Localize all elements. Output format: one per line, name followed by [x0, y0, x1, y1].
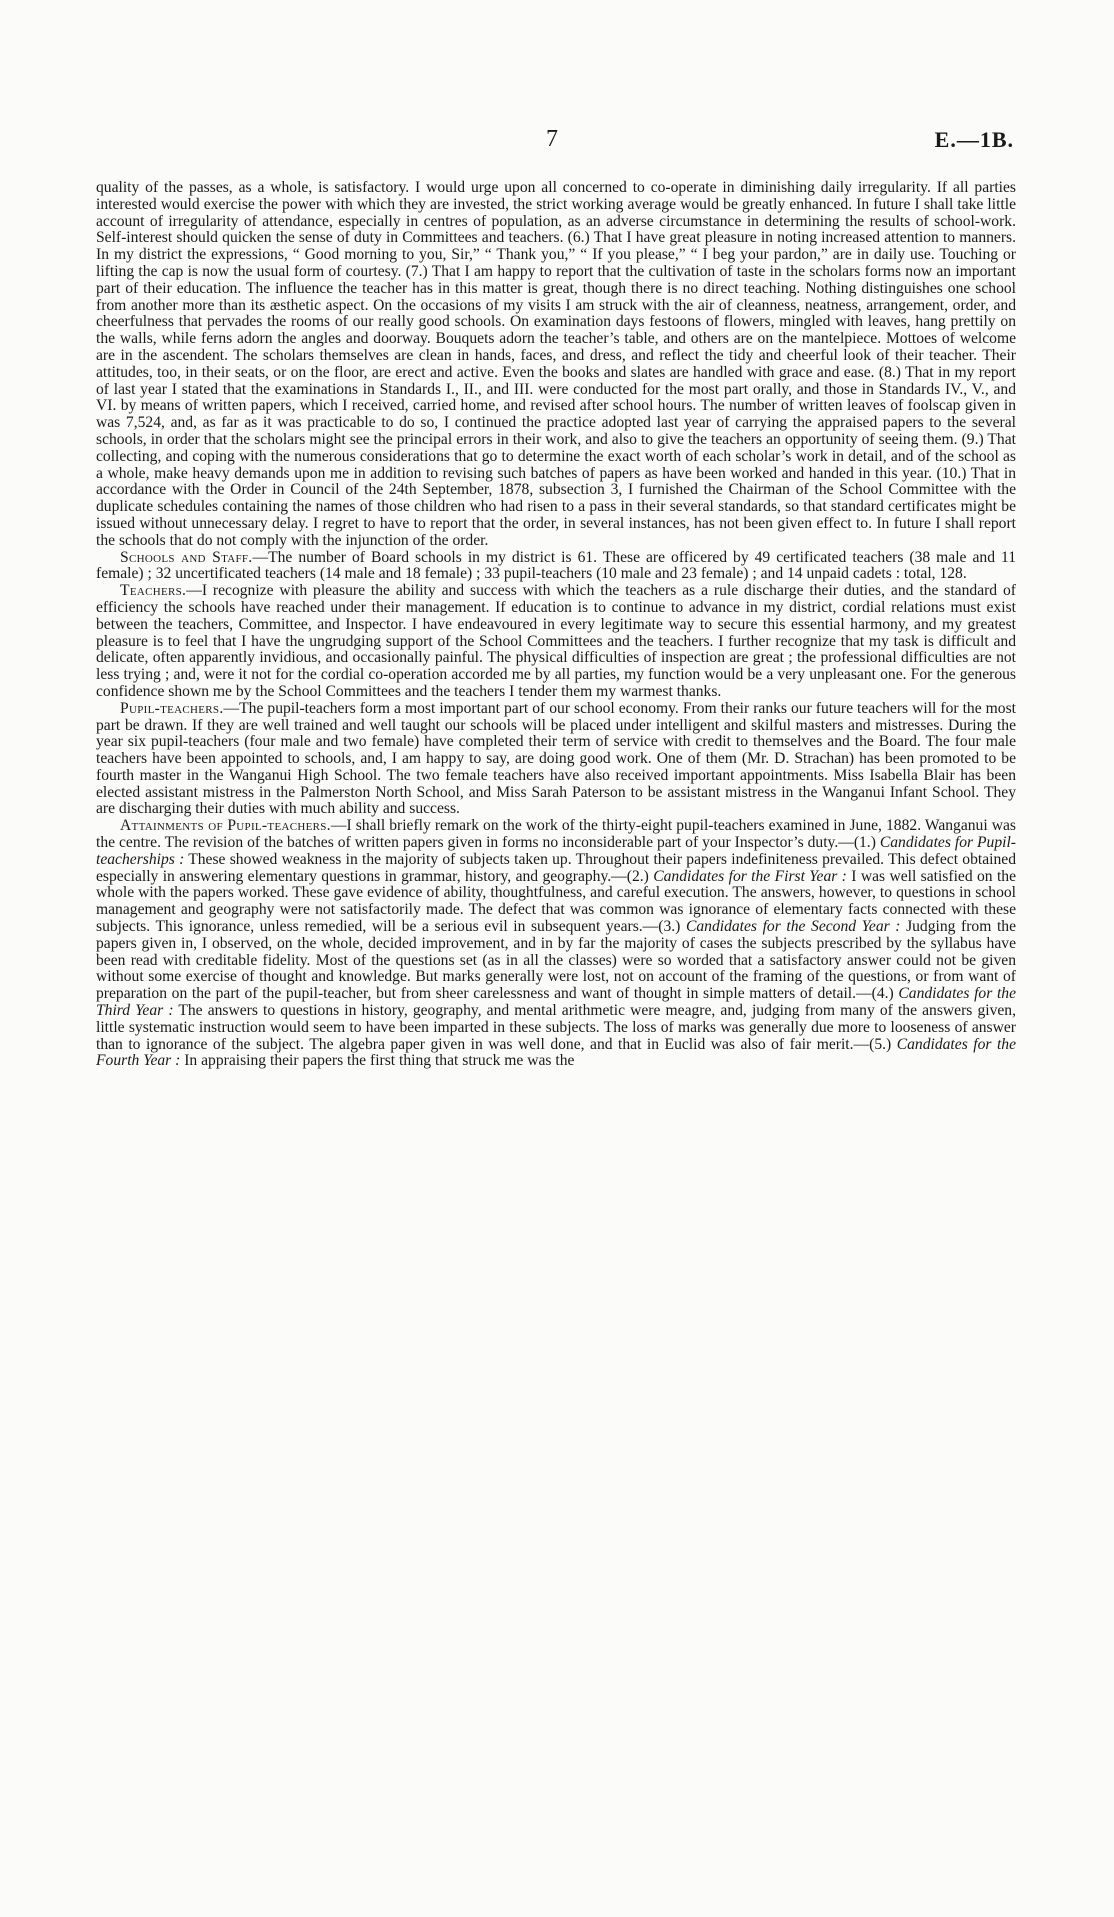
- paragraph-attainments: [96, 818, 1016, 1070]
- paragraph-text: —I recognize with pleasure the ability and success with which the teachers as a rule discharge their duties, and the standard of efficiency the schools have reached under their management. If education is to continue to advance in my district, cordial relations must exist between the teachers, Committee, and Inspector. I have endeavoured in every legitimate way to secure this essential harmony, and my greatest pleasure is to feel that I have the ungrudging support of the School Committees and the teachers. I further recognize that my task is difficult and delicate, often apparently invidious, and occasionally painful. The physical difficulties of inspection are great ; the professional difficulties are not less trying ; and, were it not for the cordial co-operation accorded me by all parties, my function would be a very unpleasant one. For the generous confidence shown me by the School Committees and the teachers I tender them my warmest thanks.: [96, 582, 1016, 700]
- paragraph-text-segment: The answers to questions in history, geography, and mental arithmetic were meagre, and, judging from many of the answers given, little systematic instruction would seem to have been imparted in these subjects. The loss of marks was generally due more to looseness of answer than to ignorance of the subject. The algebra paper given in was well done, and that in Euclid was also of fair merit.—(5.): [96, 1002, 1016, 1053]
- paragraph-text: quality of the passes, as a whole, is satisfactory. I would urge upon all concerned to co-operate in diminishing daily irregularity. If all parties interested would exercise the power with which they are invested, the strict working average would be greatly enhanced. In future I shall take little account of irregularity of attendance, especially in centres of population, as an adverse circumstance in determining the results of school-work. Self-interest should quicken the sense of duty in Committees and teachers. (6.) That I have great pleasure in noting increased attention to manners. In my district the expressions, “ Good morning to you, Sir,” “ Thank you,” “ If you please,” “ I beg your pardon,” are in daily use. Touching or lifting the cap is now the usual form of courtesy. (7.) That I am happy to report that the cultivation of taste in the scholars forms now an important part of their education. The influence the teacher has in this matter is great, though there is no direct teaching. Nothing distinguishes one school from another more than its æsthetic aspect. On the occasions of my visits I am struck with the air of cleanness, neatness, arrangement, order, and cheerfulness that pervades the rooms of our really good schools. On examination days festoons of flowers, mingled with leaves, hang prettily on the walls, while ferns adorn the angles and doorway. Bouquets adorn the teacher’s table, and others are on the mantelpiece. Mottoes of welcome are in the ascendent. The scholars themselves are clean in hands, faces, and dress, and reflect the tidy and cheerful look of their teacher. Their attitudes, too, in their seats, or on the floor, are erect and active. Even the books and slates are handled with grace and ease. (8.) That in my report of last year I stated that the examinations in Standards I., II., and III. were conducted for the most part orally, and those in Standards IV., V., and VI. by means of written papers, which I received, carried home, and revised after school hours. The number of written leaves of foolscap given in was 7,524, and, as far as it was practicable to do so, I continued the practice adopted last year of carrying the appraised papers to the several schools, in order that the scholars might see the principal errors in their work, and also to give the teachers an opportunity of seeing them. (9.) That collecting, and coping with the numerous considerations that go to determine the exact worth of each scholar’s work in detail, and of the school as a whole, make heavy demands upon me in addition to revising such batches of papers as have been worked and handed in this year. (10.) That in accordance with the Order in Council of the 24th September, 1878, subsection 3, I furnished the Chairman of the School Committee with the duplicate schedules containing the names of those children who had risen to a pass in their several standards, so that standard certificates might be issued without unnecessary delay. I regret to have to report that the order, in several instances, has not been given effect to. In future I shall report the schools that do not comply with the injunction of the order.: [96, 179, 1016, 549]
- paragraph-schools-and-staff: [96, 550, 1016, 584]
- document-reference: E.—1B.: [934, 127, 1014, 152]
- section-heading-teachers: Teachers.: [120, 582, 187, 600]
- body-text: [96, 180, 1016, 1070]
- italic-subheading: Candidates for the Third Year :: [96, 985, 1016, 1020]
- page-number: 7: [546, 126, 558, 152]
- section-heading-attainments: Attainments of Pupil-teachers.: [120, 817, 331, 835]
- italic-subheading: Candidates for the First Year :: [653, 867, 847, 885]
- paragraph-text-segment: I was well satisfied on the whole with the papers worked. These gave evidence of ability, thoughtfulness, and careful execution. The answers, however, to questions in school management and geography were not satisfactorily made. The defect that was common was ignorance of elementary facts connected with these subjects. This ignorance, unless remedied, will be a serious evil in subsequent years.—(3.): [96, 867, 1017, 936]
- section-heading-schools-and-staff: Schools and Staff.: [120, 548, 253, 566]
- paragraph-text-segment: —I shall briefly remark on the work of the thirty-eight pupil-teachers examined in June, 1882. Wanganui was the centre. The revision of the batches of written papers given in forms no inconsiderable part of your Inspector’s duty.—(1.): [96, 817, 1016, 852]
- paragraph-teachers: [96, 583, 1016, 701]
- paragraph-pupil-teachers: [96, 701, 1016, 819]
- paragraph-text-segment: Judging from the papers given in, I observed, on the whole, decided improvement, and in by far the majority of cases the subjects prescribed by the syllabus have been read with creditable fidelity. Most of the questions set (as in all the classes) were so worded that a satisfactory answer could not be given without some exercise of thought and knowledge. But marks generally were lost, not on account of the framing of the questions, or from want of preparation on the part of the pupil-teacher, but from sheer carelessness and want of thought in simple matters of detail.—(4.): [96, 918, 1017, 1003]
- paragraph-text-segment: These showed weakness in the majority of subjects taken up. Throughout their papers indefiniteness prevailed. This defect obtained especially in answering elementary questions in grammar, history, and geography.—(2.): [96, 850, 1016, 885]
- paragraph-text: —The pupil-teachers form a most important part of our school economy. From their ranks our future teachers will for the most part be drawn. If they are well trained and well taught our schools will be placed under intelligent and skilful masters and mistresses. During the year six pupil-teachers (four male and two female) have completed their term of service with credit to themselves and the Board. The four male teachers have been appointed to schools, and, I am happy to say, are doing good work. One of them (Mr. D. Strachan) has been promoted to be fourth master in the Wanganui High School. The two female teachers have also received important appointments. Miss Isabella Blair has been elected assistant mistress in the Palmerston North School, and Miss Sarah Paterson to be assistant mistress in the Wanganui Infant School. They are discharging their duties with much ability and success.: [96, 699, 1016, 818]
- paragraph-text: —The number of Board schools in my district is 61. These are officered by 49 certificated teachers (38 male and 11 female) ; 32 uncertificated teachers (14 male and 18 female) ; 33 pupil-teachers (10 male and 23 female) ; and 14 unpaid cadets : total, 128.: [96, 548, 1016, 583]
- paragraph-report-points: [96, 180, 1016, 550]
- italic-subheading: Candidates for the Fourth Year :: [96, 1035, 1016, 1070]
- italic-subheading: Candidates for Pupil-teacherships :: [96, 834, 1016, 868]
- italic-subheading: Candidates for the Second Year :: [685, 918, 901, 936]
- paragraph-text-segment: In appraising their papers the first thing that struck me was the: [180, 1052, 575, 1070]
- section-heading-pupil-teachers: Pupil-teachers.: [120, 699, 224, 717]
